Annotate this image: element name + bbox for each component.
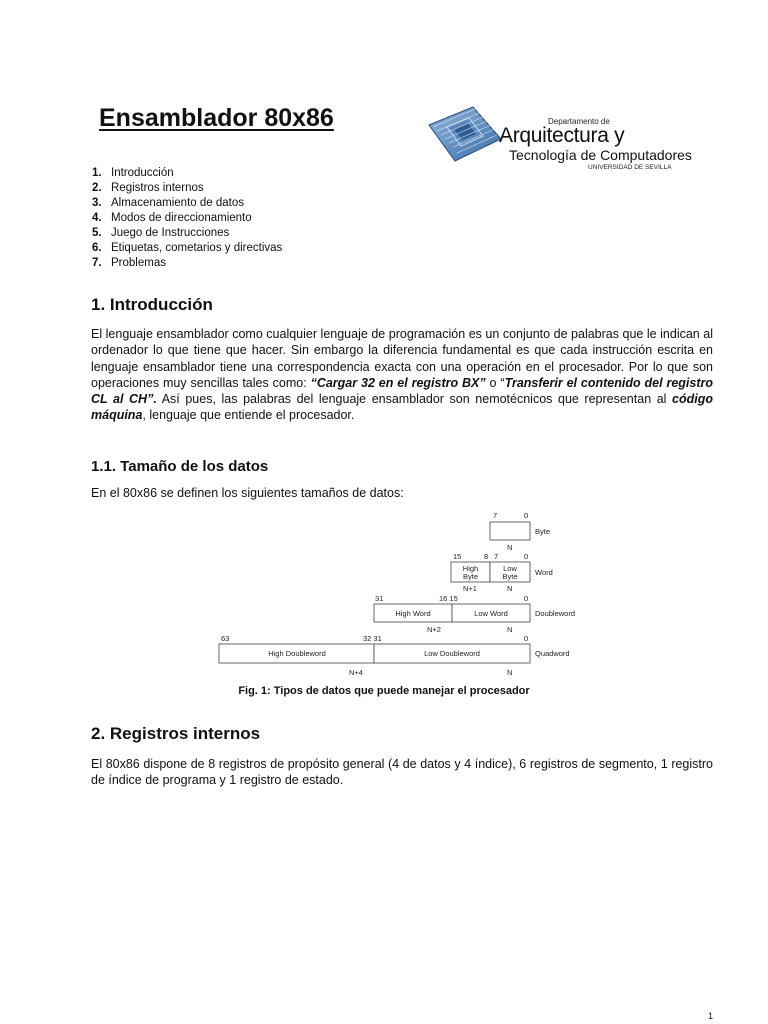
cpu-chip-icon [425, 103, 505, 165]
dword-label: Doubleword [535, 609, 576, 618]
word-high-line2: Byte [462, 572, 479, 581]
toc-item[interactable]: 7. Problemas [92, 257, 166, 269]
tamano-datos-text: En el 80x86 se definen los siguientes tamaños de datos: [91, 486, 404, 500]
qword-bit-32-31: 32 31 [363, 634, 382, 643]
word-bit-7: 7 [494, 552, 499, 561]
toc-item-label: Juego de Instrucciones [111, 227, 230, 239]
word-low-line2: Byte [502, 572, 518, 581]
introduccion-paragraph: El lenguaje ensamblador como cualquier lenguaje de programación es un conjunto de palabras que le indican al ordenador lo que tiene que hacer. Sin embargo la diferencia fundamental es que cada instrucción escrita en lenguaje ensamblador tiene una correspondencia exacta con una operación en el procesador. Por lo que son operaciones muy sencillas tales como: “Cargar 32 en el registro BX” o “Transferir el contenido del registro CL al CH”. Así pues, las palabras del lenguaje ensamblador son nemotécnicos que representan al código máquina, lenguaje que entiende el procesador. [91, 327, 714, 423]
byte-label: Byte [535, 527, 551, 536]
toc-item-label: Modos de direccionamiento [111, 212, 252, 224]
page-number: 1 [707, 1011, 713, 1021]
toc-item[interactable]: 2. Registros internos [92, 182, 204, 194]
section-heading-tamano-datos: 1.1. Tamaño de los datos [91, 458, 269, 475]
figure-caption: Fig. 1: Tipos de datos que puede manejar el procesador [238, 685, 530, 697]
toc-item[interactable]: 1. Introducción [92, 167, 174, 179]
qword-address-low: N [507, 668, 513, 677]
dword-low-label: Low Word [474, 609, 508, 618]
toc-item[interactable]: 4. Modos de direccionamiento [92, 212, 252, 224]
department-logo [425, 103, 725, 173]
word-bit-15: 15 [453, 552, 462, 561]
data-sizes-figure [210, 506, 590, 681]
section-heading-introduccion: 1. Introducción [91, 295, 213, 314]
quote-transferir: Transferir el contenido del registro CL al CH”. [91, 375, 714, 407]
dword-address-low: N [507, 625, 513, 634]
toc-item-label: Introducción [111, 167, 174, 179]
word-bit-0: 0 [524, 552, 529, 561]
qword-bit-63: 63 [221, 634, 230, 643]
word-low-line1: Low [503, 564, 517, 573]
registros-paragraph: El 80x86 dispone de 8 registros de propósito general (4 de datos y 4 índice), 6 registros de segmento, 1 registro de índice de programa y 1 registro de estado. [91, 757, 713, 788]
byte-bit-high: 7 [493, 511, 498, 520]
dword-bit-0: 0 [524, 594, 529, 603]
logo-line-3: Tecnología de Computadores [509, 147, 692, 163]
byte-bit-low: 0 [524, 511, 529, 520]
word-high-line1: High [462, 564, 479, 573]
word-address-low: N [507, 584, 513, 593]
byte-box [490, 522, 530, 540]
section-heading-registros: 2. Registros internos [91, 724, 261, 743]
logo-line-2: Arquitectura y [499, 124, 625, 147]
dword-bit-16-15: 16 15 [439, 594, 458, 603]
toc-item-label: Almacenamiento de datos [111, 197, 244, 209]
qword-label: Quadword [535, 649, 570, 658]
qword-low-label: Low Doubleword [424, 649, 480, 658]
table-of-contents [92, 166, 282, 271]
page-title: Ensamblador 80x86 [99, 104, 334, 132]
toc-item[interactable]: 3. Almacenamiento de datos [92, 197, 244, 209]
toc-item-label: Etiquetas, cometarios y directivas [111, 242, 283, 254]
toc-item[interactable]: 5. Juego de Instrucciones [92, 227, 230, 239]
qword-address-high: N+4 [349, 668, 363, 677]
dword-address-high: N+2 [427, 625, 441, 634]
logo-line-1: Departamento de [548, 117, 610, 126]
data-sizes-diagram [210, 506, 590, 681]
byte-address: N [507, 543, 513, 552]
qword-high-label: High Doubleword [268, 649, 326, 658]
logo-line-4: UNIVERSIDAD DE SEVILLA [588, 164, 672, 171]
word-bit-8: 8 [484, 552, 489, 561]
dword-high-label: High Word [395, 609, 431, 618]
toc-item-label: Registros internos [111, 182, 204, 194]
qword-bit-0: 0 [524, 634, 529, 643]
word-label: Word [535, 568, 553, 577]
term-codigo-maquina: código máquina [91, 392, 714, 423]
dword-bit-31: 31 [375, 594, 384, 603]
quote-cargar: “Cargar 32 en el registro BX” [310, 375, 486, 390]
toc-item[interactable]: 6. Etiquetas, cometarios y directivas [92, 242, 283, 254]
toc-item-label: Problemas [111, 257, 166, 269]
word-address-high: N+1 [463, 584, 477, 593]
